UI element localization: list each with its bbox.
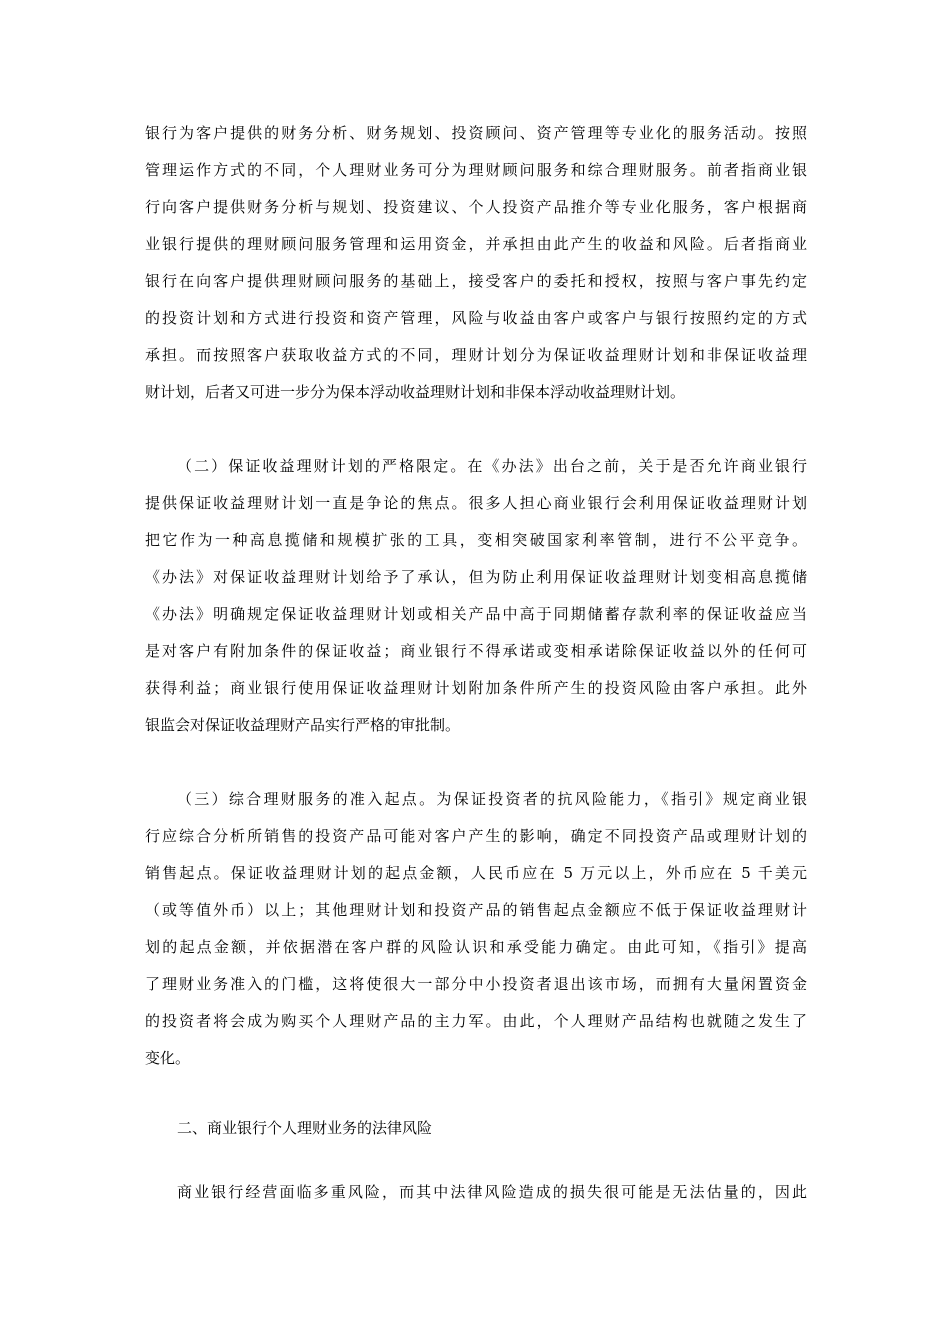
text-line: 银监会对保证收益理财产品实行严格的审批制。 bbox=[145, 716, 461, 734]
text-line: 把它作为一种高息揽储和规模扩张的工具，变相突破国家利率管制，进行不公平竞争。 bbox=[145, 531, 807, 549]
text-line: 是对客户有附加条件的保证收益；商业银行不得承诺或变相承诺除保证收益以外的任何可 bbox=[145, 642, 807, 660]
text-line: 划的起点金额，并依据潜在客户群的风险认识和承受能力确定。由此可知，《指引》提高 bbox=[145, 938, 807, 956]
text-line: 变化。 bbox=[145, 1049, 191, 1067]
text-line: 银行为客户提供的财务分析、财务规划、投资顾问、资产管理等专业化的服务活动。按照 bbox=[145, 124, 807, 142]
text-line: （或等值外币）以上；其他理财计划和投资产品的销售起点金额应不低于保证收益理财计 bbox=[145, 901, 807, 919]
text-line: 提供保证收益理财计划一直是争论的焦点。很多人担心商业银行会利用保证收益理财计划 bbox=[145, 494, 807, 512]
text-line: 获得利益；商业银行使用保证收益理财计划附加条件所产生的投资风险由客户承担。此外 bbox=[145, 679, 807, 697]
text-line: 的投资计划和方式进行投资和资产管理，风险与收益由客户或客户与银行按照约定的方式 bbox=[145, 309, 807, 327]
text-line: （三）综合理财服务的准入起点。为保证投资者的抗风险能力，《指引》规定商业银 bbox=[177, 790, 807, 808]
text-line: 商业银行经营面临多重风险，而其中法律风险造成的损失很可能是无法估量的，因此 bbox=[177, 1183, 807, 1201]
text-line: 《办法》明确规定保证收益理财计划或相关产品中高于同期储蓄存款利率的保证收益应当 bbox=[145, 605, 807, 623]
text-line: 承担。而按照客户获取收益方式的不同，理财计划分为保证收益理财计划和非保证收益理 bbox=[145, 346, 807, 364]
text-line: （二）保证收益理财计划的严格限定。在《办法》出台之前，关于是否允许商业银行 bbox=[177, 457, 807, 475]
text-line: 银行在向客户提供理财顾问服务的基础上，接受客户的委托和授权，按照与客户事先约定 bbox=[145, 272, 807, 290]
text-line: 销售起点。保证收益理财计划的起点金额，人民币应在 5 万元以上，外币应在 5 千美元 bbox=[145, 864, 807, 882]
text-line: 了理财业务准入的门槛，这将使很大一部分中小投资者退出该市场，而拥有大量闲置资金 bbox=[145, 975, 807, 993]
text-line: 管理运作方式的不同，个人理财业务可分为理财顾问服务和综合理财服务。前者指商业银 bbox=[145, 161, 807, 179]
text-line: 的投资者将会成为购买个人理财产品的主力军。由此，个人理财产品结构也就随之发生了 bbox=[145, 1012, 807, 1030]
text-line: 行向客户提供财务分析与规划、投资建议、个人投资产品推介等专业化服务，客户根据商 bbox=[145, 198, 807, 216]
text-line: 《办法》对保证收益理财计划给予了承认，但为防止利用保证收益理财计划变相高息揽储 bbox=[145, 568, 807, 586]
text-line: 财计划，后者又可进一步分为保本浮动收益理财计划和非保本浮动收益理财计划。 bbox=[145, 383, 686, 401]
text-line: 行应综合分析所销售的投资产品可能对客户产生的影响，确定不同投资产品或理财计划的 bbox=[145, 827, 807, 845]
text-line: 业银行提供的理财顾问服务管理和运用资金，并承担由此产生的收益和风险。后者指商业 bbox=[145, 235, 807, 253]
section-heading: 二、商业银行个人理财业务的法律风险 bbox=[177, 1119, 433, 1137]
